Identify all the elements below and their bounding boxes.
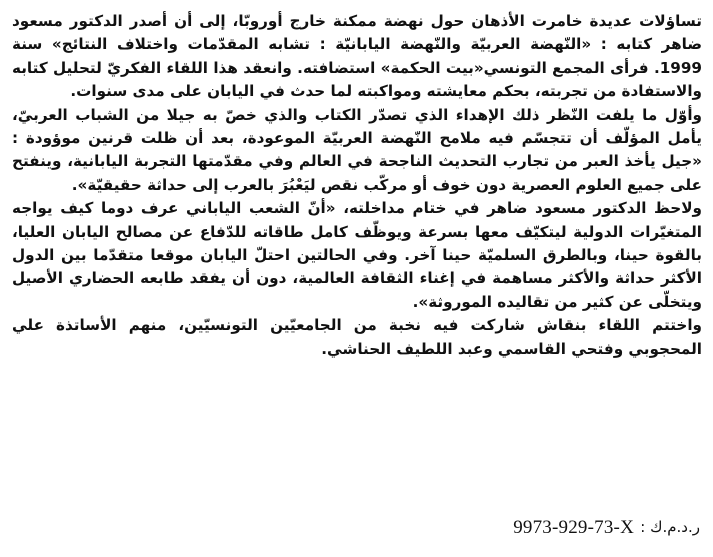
isbn-label: ر.د.م.ك :	[640, 518, 700, 536]
paragraph-dedication: وأوّل ما يلفت النّظر ذلك الإهداء الذي تصدّر الكتاب والذي خصّ به جيلا من الشباب العربيّ، يأمل المؤلّف أن تتجسّم فيه ملامح النّهضة العربيّة الموعودة، بعد أن ظلت قرنين موؤودة : «جيل يأخذ العبر من تجارب التحديث الناجحة في العالم وفي مقدّمتها التجربة اليابانية، وينفتح على جميع العلوم العصرية دون خوف أو مركّب نقص ليَعْبُرَ بالعرب إلى حداثة حقيقيّة».	[12, 105, 702, 194]
paragraph-conclusion-remarks: ولاحظ الدكتور مسعود ضاهر في ختام مداخلته، «أنّ الشعب الياباني عرف دوما كيف يواجه المتغيّرات الدولية ليتكيّف معها بسرعة ويوظّف كامل طاقاته للدّفاع عن مصالح اليابان العليا، بالقوة حينا، وبالطرق السلميّة حينا آخر. وفي الحالتين احتلّ اليابان موقعا متقدّما بين الدول الأكثر حداثة والأكثر مساهمة في إغناء الثقافة العالمية، دون أن يفقد طابعه الحضاري الأصيل ويتخلّى عن كثير من تقاليده الموروثة».	[12, 199, 702, 311]
isbn-line	[12, 518, 702, 542]
document-page	[12, 10, 702, 550]
isbn-value: 9973-929-73-X	[513, 517, 634, 538]
paragraph-closing: واختتم اللقاء بنقاش شاركت فيه نخبة من الجامعيّين التونسيّين، منهم الأساتذة علي المحجوبي وفتحي القاسمي وعبد اللطيف الحناشي.	[12, 316, 702, 358]
paragraph-intro: تساؤلات عديدة خامرت الأذهان حول نهضة ممكنة خارج أوروبّا، إلى أن أصدر الدكتور مسعود ضاهر كتابه : «النّهضة العربيّة والنّهضة اليابانيّة : تشابه المقدّمات واختلاف النتائج» سنة 1999. فرأى المجمع التونسي«بيت الحكمة» استضافته. وانعقد هذا اللقاء الفكريّ لتحليل كتابه والاستفادة من تجربته، بحكم معايشته ومواكبته لما حدث في اليابان على مدى سنوات.	[12, 12, 702, 101]
